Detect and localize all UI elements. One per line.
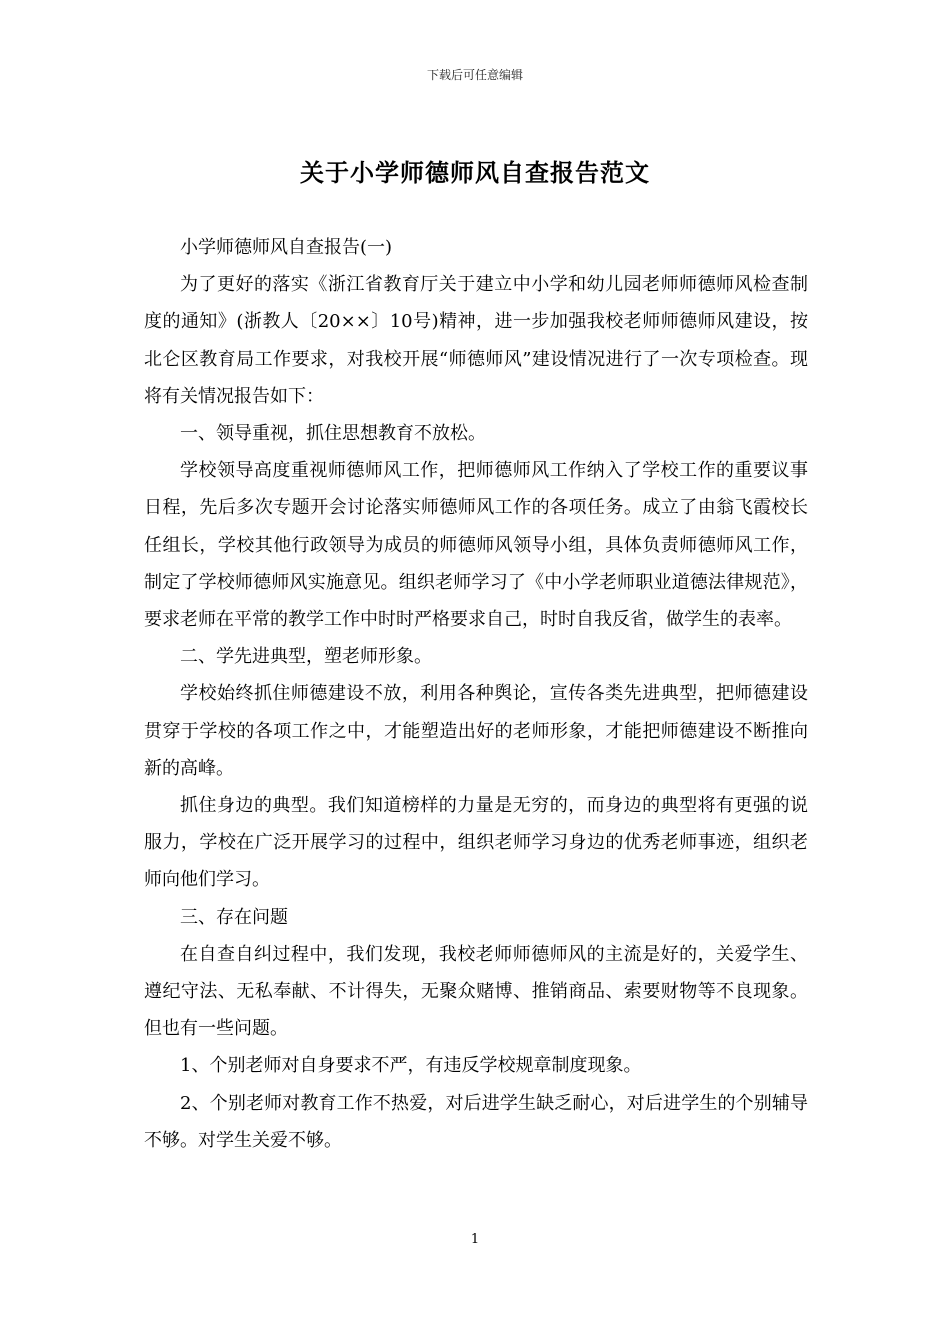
section-2-paragraph-1: 学校始终抓住师德建设不放，利用各种舆论，宣传各类先进典型，把师德建设贯穿于学校的各项工作之中，才能塑造出好的老师形象，才能把师德建设不断推向新的高峰。 <box>144 683 808 779</box>
section-heading-3: 三、存在问题 <box>180 906 288 928</box>
document-title: 关于小学师德师风自查报告范文 <box>300 158 650 187</box>
document-body <box>144 229 808 1159</box>
report-subtitle: 小学师德师风自查报告(一) <box>180 237 393 258</box>
problem-item-2: 2、个别老师对教育工作不热爱，对后进学生缺乏耐心，对后进学生的个别辅导不够。对学生关爱不够。 <box>144 1092 808 1151</box>
page-header-note: 下载后可任意编辑 <box>426 68 523 82</box>
section-2-paragraph-2: 抓住身边的典型。我们知道榜样的力量是无穷的，而身边的典型将有更强的说服力，学校在广泛开展学习的过程中，组织老师学习身边的优秀老师事迹，组织老师向他们学习。 <box>144 795 808 891</box>
section-heading-2: 二、学先进典型，塑老师形象。 <box>180 646 432 668</box>
problem-item-1: 1、个别老师对自身要求不严，有违反学校规章制度现象。 <box>180 1055 642 1077</box>
page-number: 1 <box>470 1232 480 1247</box>
section-3-paragraph: 在自查自纠过程中，我们发现，我校老师师德师风的主流是好的，关爱学生、遵纪守法、无私奉献、不计得失，无聚众赌博、推销商品、索要财物等不良现象。但也有一些问题。 <box>144 943 808 1040</box>
intro-paragraph: 为了更好的落实《浙江省教育厅关于建立中小学和幼儿园老师师德师风检查制度的通知》(浙教人〔20××〕10号)精神，进一步加强我校老师师德师风建设，按北仑区教育局工作要求，对我校开展“师德师风”建设情况进行了一次专项检查。现将有关情况报告如下： <box>144 274 808 407</box>
section-heading-1: 一、领导重视，抓住思想教育不放松。 <box>180 423 486 445</box>
section-1-paragraph: 学校领导高度重视师德师风工作，把师德师风工作纳入了学校工作的重要议事日程，先后多次专题开会讨论落实师德师风工作的各项任务。成立了由翁飞霞校长任组长，学校其他行政领导为成员的师德师风领导小组，具体负责师德师风工作，制定了学校师德师风实施意见。组织老师学习了《中小学老师职业道德法律规范》，要求老师在平常的教学工作中时时严格要求自己，时时自我反省，做学生的表率。 <box>144 460 808 631</box>
